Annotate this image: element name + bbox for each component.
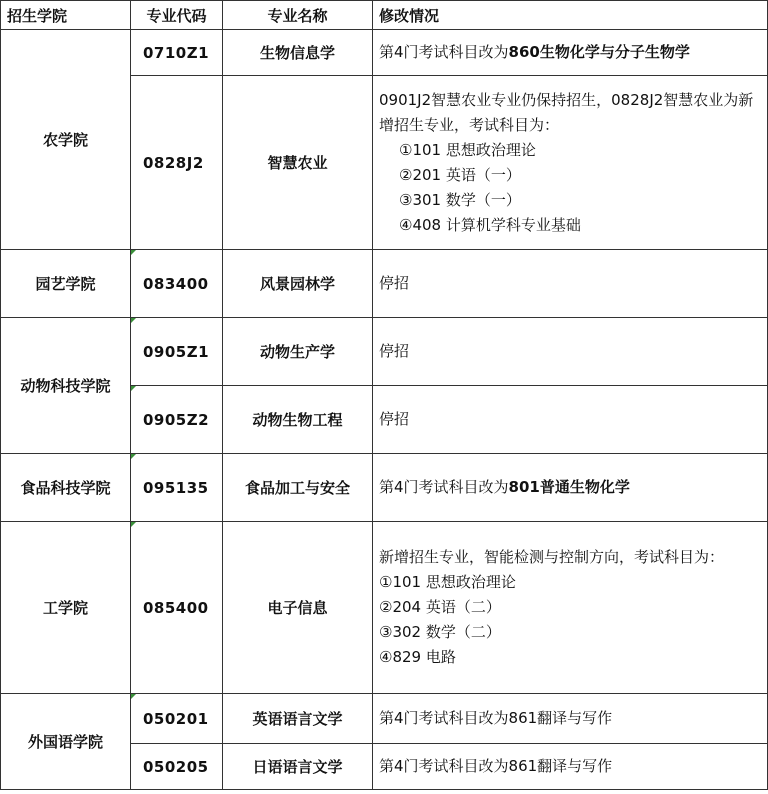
code-cell: 050205 [131,744,223,790]
change-cell: 停招 [373,318,768,386]
header-college: 招生学院 [1,1,131,30]
major-cell: 动物生物工程 [223,386,373,454]
code-cell: 0905Z1 [131,318,223,386]
exam-subject: ①101 思想政治理论 [379,573,516,591]
major-cell: 英语语言文学 [223,694,373,744]
major-cell: 日语语言文学 [223,744,373,790]
change-text: 第4门考试科目改为 [379,43,509,61]
college-cell: 食品科技学院 [1,454,131,522]
college-cell: 动物科技学院 [1,318,131,454]
major-cell: 风景园林学 [223,250,373,318]
table-row [1,694,768,744]
change-text: 0901J2智慧农业专业仍保持招生，0828J2智慧农业为新增招生专业，考试科目为： [379,90,754,134]
change-cell [373,522,768,694]
college-cell: 农学院 [1,30,131,250]
major-cell: 生物信息学 [223,30,373,76]
code-cell: 083400 [131,250,223,318]
change-cell: 停招 [373,386,768,454]
table-row [1,250,768,318]
header-code: 专业代码 [131,1,223,30]
college-cell: 外国语学院 [1,694,131,790]
exam-subject: ②204 英语（二） [379,598,501,616]
college-cell: 园艺学院 [1,250,131,318]
table-row [1,454,768,522]
college-cell: 工学院 [1,522,131,694]
table-row [1,318,768,386]
header-name: 专业名称 [223,1,373,30]
code-cell: 0905Z2 [131,386,223,454]
code-cell: 0828J2 [131,76,223,250]
exam-subject: ③302 数学（二） [379,623,501,641]
change-cell: 第4门考试科目改为861翻译与写作 [373,744,768,790]
major-cell: 电子信息 [223,522,373,694]
change-subject: 801普通生物化学 [508,478,630,496]
change-text: 新增招生专业，智能检测与控制方向，考试科目为： [379,548,725,566]
table-row [1,30,768,76]
table-header-row [1,1,768,30]
major-cell: 动物生产学 [223,318,373,386]
exam-subject: ④408 计算机学科专业基础 [399,215,581,234]
exam-subject: ②201 英语（一） [399,165,521,184]
change-cell [373,76,768,250]
code-cell: 0710Z1 [131,30,223,76]
major-cell: 食品加工与安全 [223,454,373,522]
change-subject: 860生物化学与分子生物学 [508,43,690,61]
change-cell [373,30,768,76]
code-cell: 095135 [131,454,223,522]
change-cell: 停招 [373,250,768,318]
table-row [1,522,768,694]
exam-subject: ①101 思想政治理论 [399,140,536,159]
change-text: 第4门考试科目改为 [379,478,509,496]
change-cell [373,454,768,522]
exam-subject: ④829 电路 [379,648,456,666]
change-cell: 第4门考试科目改为861翻译与写作 [373,694,768,744]
code-cell: 085400 [131,522,223,694]
header-change: 修改情况 [373,1,768,30]
exam-subject: ③301 数学（一） [399,190,521,209]
major-cell: 智慧农业 [223,76,373,250]
code-cell: 050201 [131,694,223,744]
